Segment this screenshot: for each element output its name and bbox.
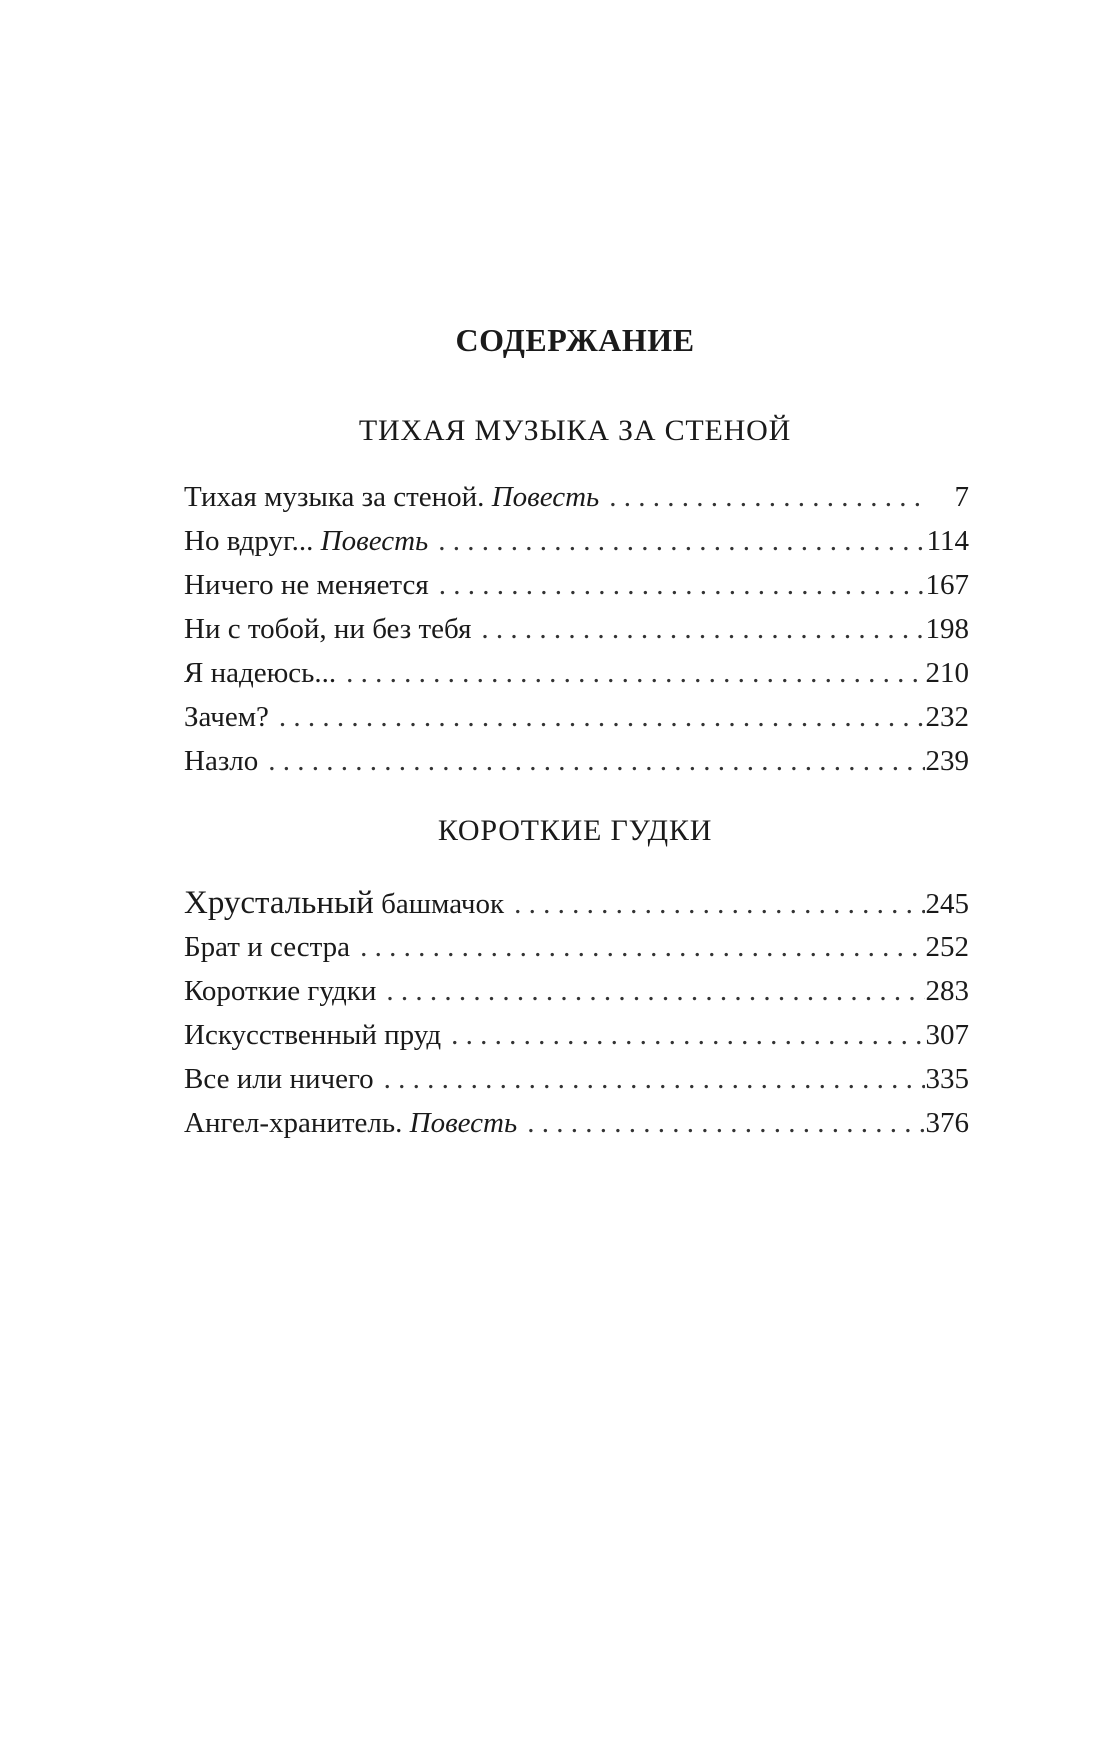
toc-entry[interactable] xyxy=(184,519,969,563)
entry-genre: Повесть xyxy=(409,1107,518,1139)
entry-genre: Повесть xyxy=(320,525,429,557)
toc-entry[interactable] xyxy=(184,695,969,739)
toc-entry[interactable] xyxy=(184,1013,969,1057)
dot-leader xyxy=(599,475,925,519)
toc-entry[interactable] xyxy=(184,651,969,695)
toc-entry[interactable] xyxy=(184,1101,969,1145)
toc-entry[interactable] xyxy=(184,739,969,783)
entry-title: Но вдруг... Повесть xyxy=(184,525,429,557)
dot-leader xyxy=(376,969,925,1013)
entry-page-number: 210 xyxy=(925,657,969,689)
toc-entry[interactable] xyxy=(184,563,969,607)
entry-page-number: 283 xyxy=(925,975,969,1007)
dot-leader xyxy=(471,607,925,651)
entry-page-number: 307 xyxy=(925,1019,969,1051)
entry-page-number: 198 xyxy=(925,613,969,645)
dot-leader xyxy=(336,651,925,695)
dot-leader xyxy=(429,563,925,607)
toc-entry[interactable] xyxy=(184,607,969,651)
entry-title: Хрустальный башмачок xyxy=(184,885,505,921)
toc-entry[interactable] xyxy=(184,475,969,519)
entry-title: Искусственный пруд xyxy=(184,1019,442,1051)
toc-entry[interactable] xyxy=(184,1057,969,1101)
dot-leader xyxy=(504,882,925,925)
entry-title: Я надеюсь... xyxy=(184,657,337,689)
entry-page-number: 252 xyxy=(925,931,969,963)
entry-title: Назло xyxy=(184,745,259,777)
section-title-2: КОРОТКИЕ ГУДКИ xyxy=(437,814,713,847)
dot-leader xyxy=(269,695,925,739)
toc-entry[interactable] xyxy=(184,969,969,1013)
entry-page-number: 232 xyxy=(925,701,969,733)
toc-list-1 xyxy=(184,475,969,783)
toc-list-2 xyxy=(184,881,969,1145)
entry-title: Короткие гудки xyxy=(184,975,377,1007)
entry-page-number: 167 xyxy=(925,569,969,601)
entry-page-number: 7 xyxy=(954,481,969,513)
entry-title: Тихая музыка за стеной. Повесть xyxy=(184,481,600,513)
entry-page-number: 239 xyxy=(925,745,969,777)
toc-title: СОДЕРЖАНИЕ xyxy=(455,322,695,358)
entry-title: Зачем? xyxy=(184,701,269,733)
entry-page-number: 245 xyxy=(925,888,969,920)
entry-title: Ничего не меняется xyxy=(184,569,429,601)
dot-leader xyxy=(258,739,925,783)
section-title-1: ТИХАЯ МУЗЫКА ЗА СТЕНОЙ xyxy=(358,414,792,447)
dot-leader xyxy=(374,1057,925,1101)
entry-title: Ни с тобой, ни без тебя xyxy=(184,613,472,645)
entry-page-number: 114 xyxy=(926,525,969,557)
entry-title: Ангел-хранитель. Повесть xyxy=(184,1107,518,1139)
entry-page-number: 335 xyxy=(925,1063,969,1095)
dot-leader xyxy=(428,519,925,563)
entry-title: Все или ничего xyxy=(184,1063,374,1095)
entry-genre: Повесть xyxy=(491,481,600,513)
entry-page-number: 376 xyxy=(925,1107,969,1139)
dot-leader xyxy=(350,925,925,969)
entry-title: Брат и сестра xyxy=(184,931,351,963)
toc-entry[interactable] xyxy=(184,925,969,969)
dot-leader xyxy=(441,1013,925,1057)
toc-entry[interactable] xyxy=(184,881,969,925)
dot-leader xyxy=(517,1101,925,1145)
